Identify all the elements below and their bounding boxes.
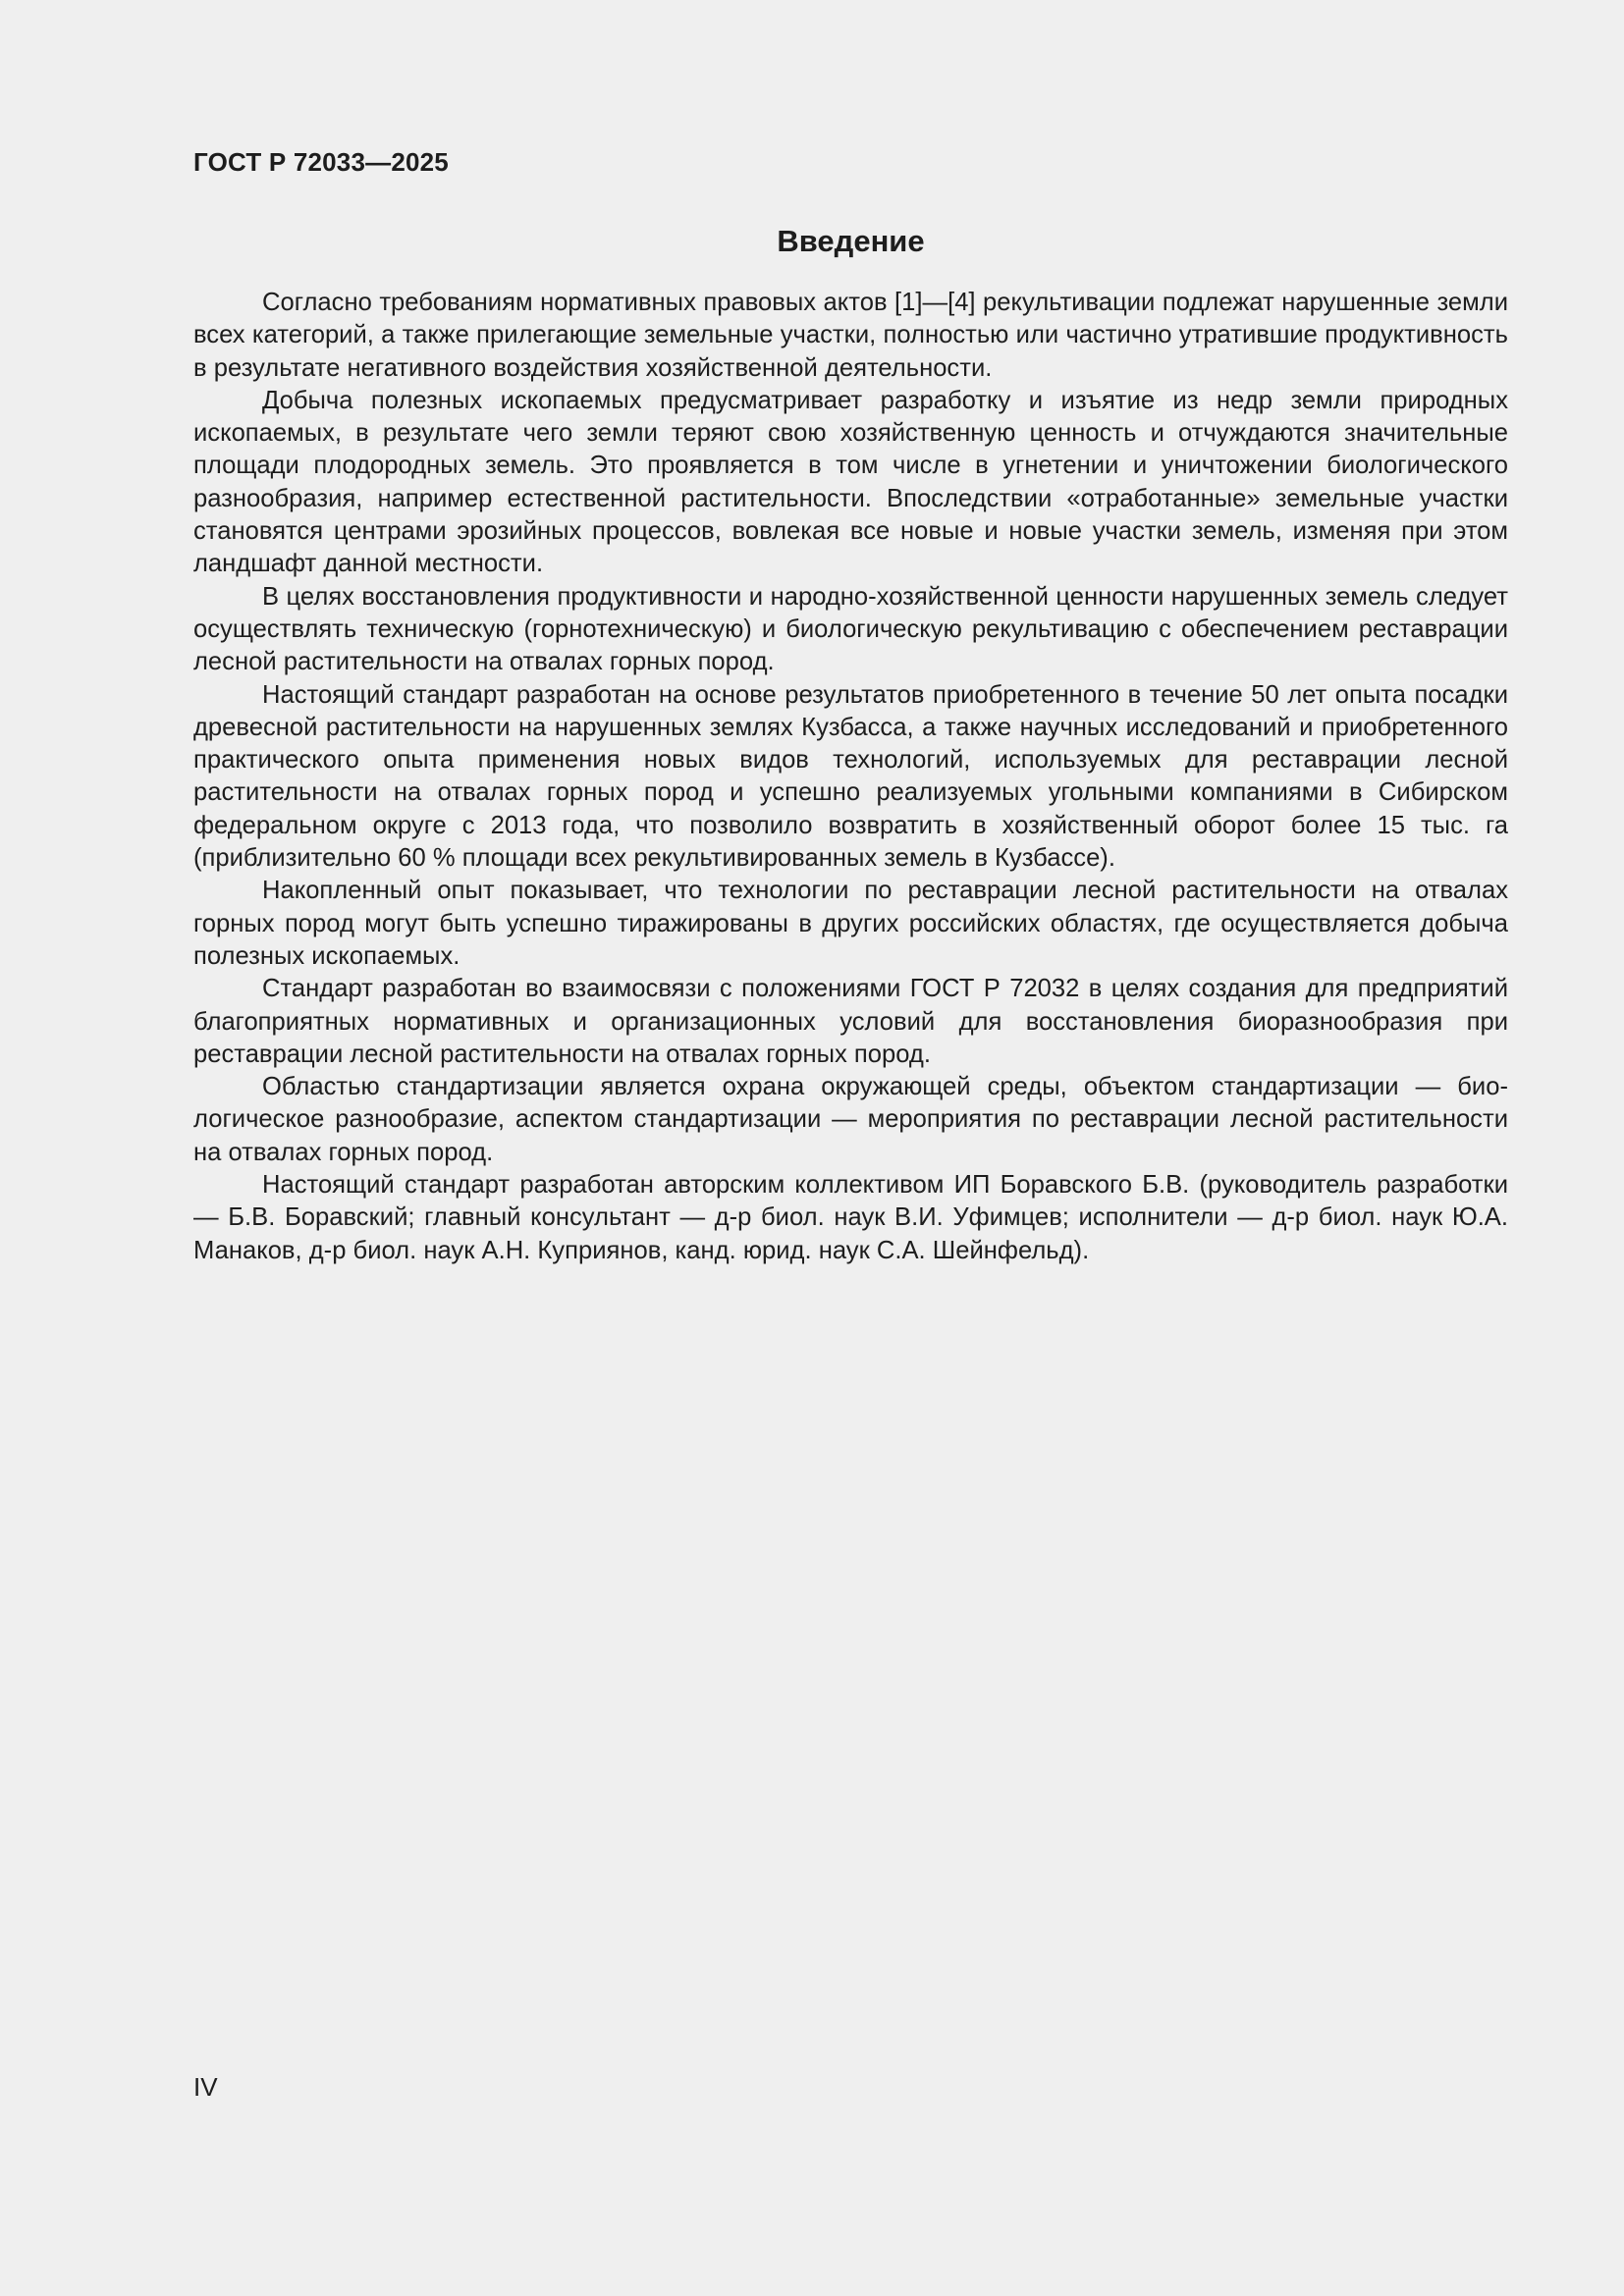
body-text [193, 287, 1508, 1267]
document-code: ГОСТ Р 72033—2025 [193, 147, 449, 177]
page-number: IV [193, 2072, 218, 2102]
paragraph: Настоящий стандарт разработан авторским коллективом ИП Боравского Б.В. (руководитель разработки — Б.В. Боравский; главный консультант — д-р биол. наук В.И. Уфимцев; исполнители — д-р биол. наук Ю.А. Манаков, д-р биол. наук А.Н. Куприянов, канд. юрид. наук С.А. Шейнфельд). [193, 1171, 1508, 1264]
paragraph: Областью стандартизации является охрана окружающей среды, объектом стандартизации — биологическое разнообразие, аспектом стандартизации — мероприятия по реставрации лесной растительности на отвалах горных пород. [193, 1073, 1508, 1166]
paragraph: Стандарт разработан во взаимосвязи с положениями ГОСТ Р 72032 в целях создания для предприятий благоприятных нормативных и организационных условий для восстановления биоразнообразия при реставрации лесной растительности на отвалах горных пород. [193, 975, 1508, 1068]
paragraph: В целях восстановления продуктивности и народно-хозяйственной ценности нарушенных земель следует осуществлять техническую (горнотехническую) и биологическую рекультивацию с обеспечением реставрации лесной растительности на отвалах горных пород. [193, 582, 1508, 676]
paragraph: Согласно требованиям нормативных правовых актов [1]—[4] рекультивации подлежат нарушенные земли всех категорий, а также прилегающие земельные участки, полностью или частично утратившие продуктивность в результате негативного воздействия хозяйственной деятельности. [193, 289, 1508, 382]
paragraph: Добыча полезных ископаемых предусматривает разработку и изъятие из недр земли природных ископаемых, в результате чего земли теряют свою хозяйственную ценность и отчуждаются значительные площади плодородных земель. Это проявляется в том числе в угнетении и уничтожении биологического разнообразия, например естественной растительности. Впоследствии «отработанные» земельные участки становятся центрами эрозийных процессов, вовлекая все новые и новые участки земель, изменяя при этом ландшафт данной местности. [193, 386, 1508, 578]
section-title: Введение [777, 224, 925, 258]
paragraph: Накопленный опыт показывает, что технологии по реставрации лесной растительности на отвалах горных пород могут быть успешно тиражированы в других российских областях, где осуществляется добыча полезных ископаемых. [193, 877, 1508, 970]
paragraph: Настоящий стандарт разработан на основе результатов приобретенного в течение 50 лет опыта посадки древесной растительности на нарушенных землях Кузбасса, а также научных исследований и приобретенного практического опыта применения новых видов технологий, используемых для реставрации лесной растительности на отвалах горных пород и успешно реализуемых угольными компаниями в Сибирском федеральном округе с 2013 года, что позволило возвратить в хозяйственный оборот более 15 тыс. га (приблизительно 60 % площади всех рекультивированных земель в Кузбассе). [193, 680, 1508, 873]
